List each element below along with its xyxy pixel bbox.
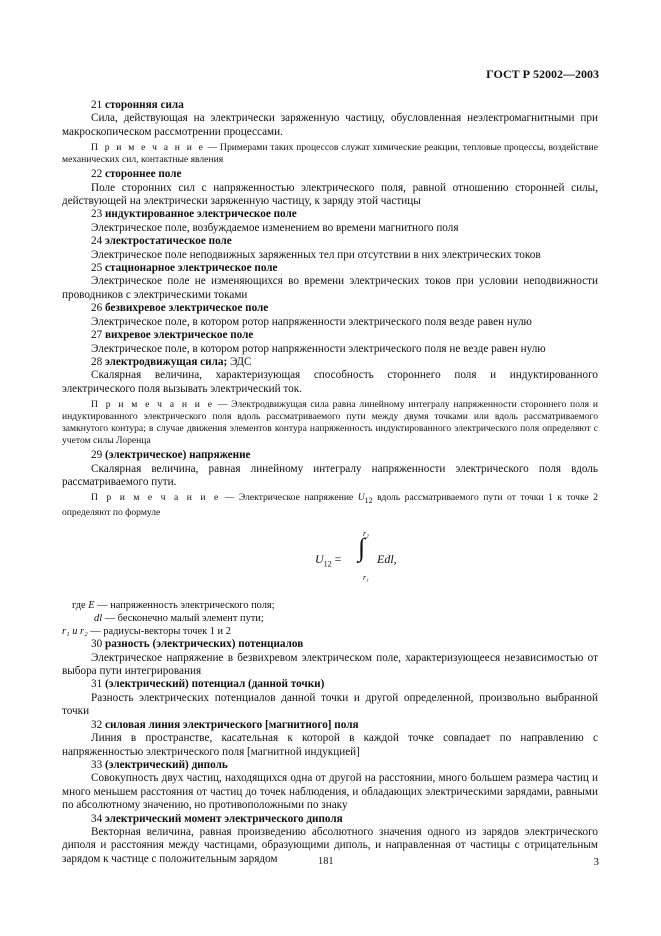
definition-32: Линия в пространстве, касательная к которой в каждой точке совпадает по направлению с напряженностью электрического поля [магнитной индукцией] <box>62 732 598 758</box>
term-34: 34 электрический момент электрического диполя <box>91 812 343 825</box>
term-32: 32 силовая линия электрического [магнитного] поля <box>91 718 359 731</box>
definition-24: Электрическое поле неподвижных заряженных тел при отсутствии в них электрических токов <box>91 248 541 261</box>
sheet-number: 3 <box>593 856 599 868</box>
definition-26: Электрическое поле, в котором ротор напряженности электрического поля везде равен нулю <box>91 315 532 328</box>
definition-25: Электрическое поле не изменяющихся во времени электрических токов при условии неподвижности проводников с электрическими токами <box>62 275 598 301</box>
term-30: 30 разность (электрических) потенциалов <box>91 638 304 651</box>
note-28: П р и м е ч а н и е — Электродвижущая сила равна линейному интегралу напряженности стороннего поля и индуктированного электрического поля вдоль рассматриваемого пути между двумя точками или вдоль рассматриваемого замкнутого контура; в случае движения элементов контура напряженность индуктированного электрического поля определяют с учетом силы Лоренца <box>62 399 598 447</box>
definition-30: Электрическое напряжение в безвихревом электрическом поле, характеризующееся независимостью от выбора пути интегрирования <box>62 651 598 678</box>
term-24: 24 электростатическое поле <box>91 235 232 248</box>
document-page-number: 181 <box>318 856 334 867</box>
formula-integrand: Edl, <box>377 552 397 567</box>
definition-34: Векторная величина, равная произведению абсолютного значения одного из зарядов электрического диполя и расстояния между частицами, образующими диполь, и направленная от частицы с отрицательным зарядом к частице с положительным зарядом <box>62 825 598 865</box>
document-header: ГОСТ Р 52002—2003 <box>486 67 599 81</box>
definition-21: Сила, действующая на электрически заряженную частицу, обусловленная неэлектромагнитными при макроскопическом рассмотрении процессами. <box>62 112 598 138</box>
integral-sign: ∫ <box>358 533 366 563</box>
legend-dl: dl — бесконечно малый элемент пути; <box>94 613 264 625</box>
definition-22: Поле сторонних сил с напряженностью электрического поля, равной отношению сторонней силы, действующей на электрически заряженную частицу, к заряду этой частицы <box>62 181 598 208</box>
formula-lhs: $U_{12}$ = <box>315 552 342 569</box>
term-31: 31 (электрический) потенциал (данной точки) <box>91 678 325 691</box>
integral-upper-limit: r₂ <box>363 529 369 539</box>
definition-27: Электрическое поле, в котором ротор напряженности электрического поля не везде равен нулю <box>91 342 546 355</box>
note-29: П р и м е ч а н и е — Электрическое напряжение $U_{12}$ вдоль рассматриваемого пути от точки 1 к точке 2 определяют по формуле <box>62 492 598 519</box>
definition-31: Разность электрических потенциалов данной точки и другой определенной, произвольно выбранной точки <box>62 691 598 718</box>
formula-legend <box>62 599 598 638</box>
term-26: 26 безвихревое электрическое поле <box>91 302 269 315</box>
term-21: 21 сторонняя сила <box>91 99 184 111</box>
term-23: 23 индуктированное электрическое поле <box>91 208 297 221</box>
note-21: П р и м е ч а н и е — Примерами таких процессов служат химические реакции, тепловые процессы, воздействие механических сил, контактные явления <box>62 142 598 166</box>
term-27: 27 вихревое электрическое поле <box>91 329 254 342</box>
voltage-formula <box>62 521 598 599</box>
integral-lower-limit: r₁ <box>363 573 369 583</box>
definition-33: Совокупность двух частиц, находящихся одна от другой на расстоянии, много большем размера частиц и много меньшем расстояния от частиц до точек наблюдения, и обладающих электрическими зарядами, равными по абсолютному значению, но противоположными по знаку <box>62 772 598 812</box>
legend-r: r₁ и r₂ — радиусы-векторы точек 1 и 2 <box>62 626 231 638</box>
definition-28: Скалярная величина, характеризующая способность стороннего поля и индуктированного электрического поля вызывать электрический ток. <box>62 369 598 395</box>
term-28: 28 электродвижущая сила; ЭДС <box>91 355 252 368</box>
term-33: 33 (электрический) диполь <box>91 758 228 771</box>
definition-29: Скалярная величина, равная линейному интегралу напряженности электрического поля вдоль рассматриваемого пути. <box>62 462 598 488</box>
term-22: 22 стороннее поле <box>91 168 182 181</box>
legend-e: где E — напряженность электрического поля; <box>72 600 275 612</box>
term-29: 29 (электрическое) напряжение <box>91 449 251 462</box>
definition-23: Электрическое поле, возбуждаемое изменением во времени магнитного поля <box>91 221 459 234</box>
term-25: 25 стационарное электрическое поле <box>91 262 278 275</box>
document-body <box>62 99 598 866</box>
